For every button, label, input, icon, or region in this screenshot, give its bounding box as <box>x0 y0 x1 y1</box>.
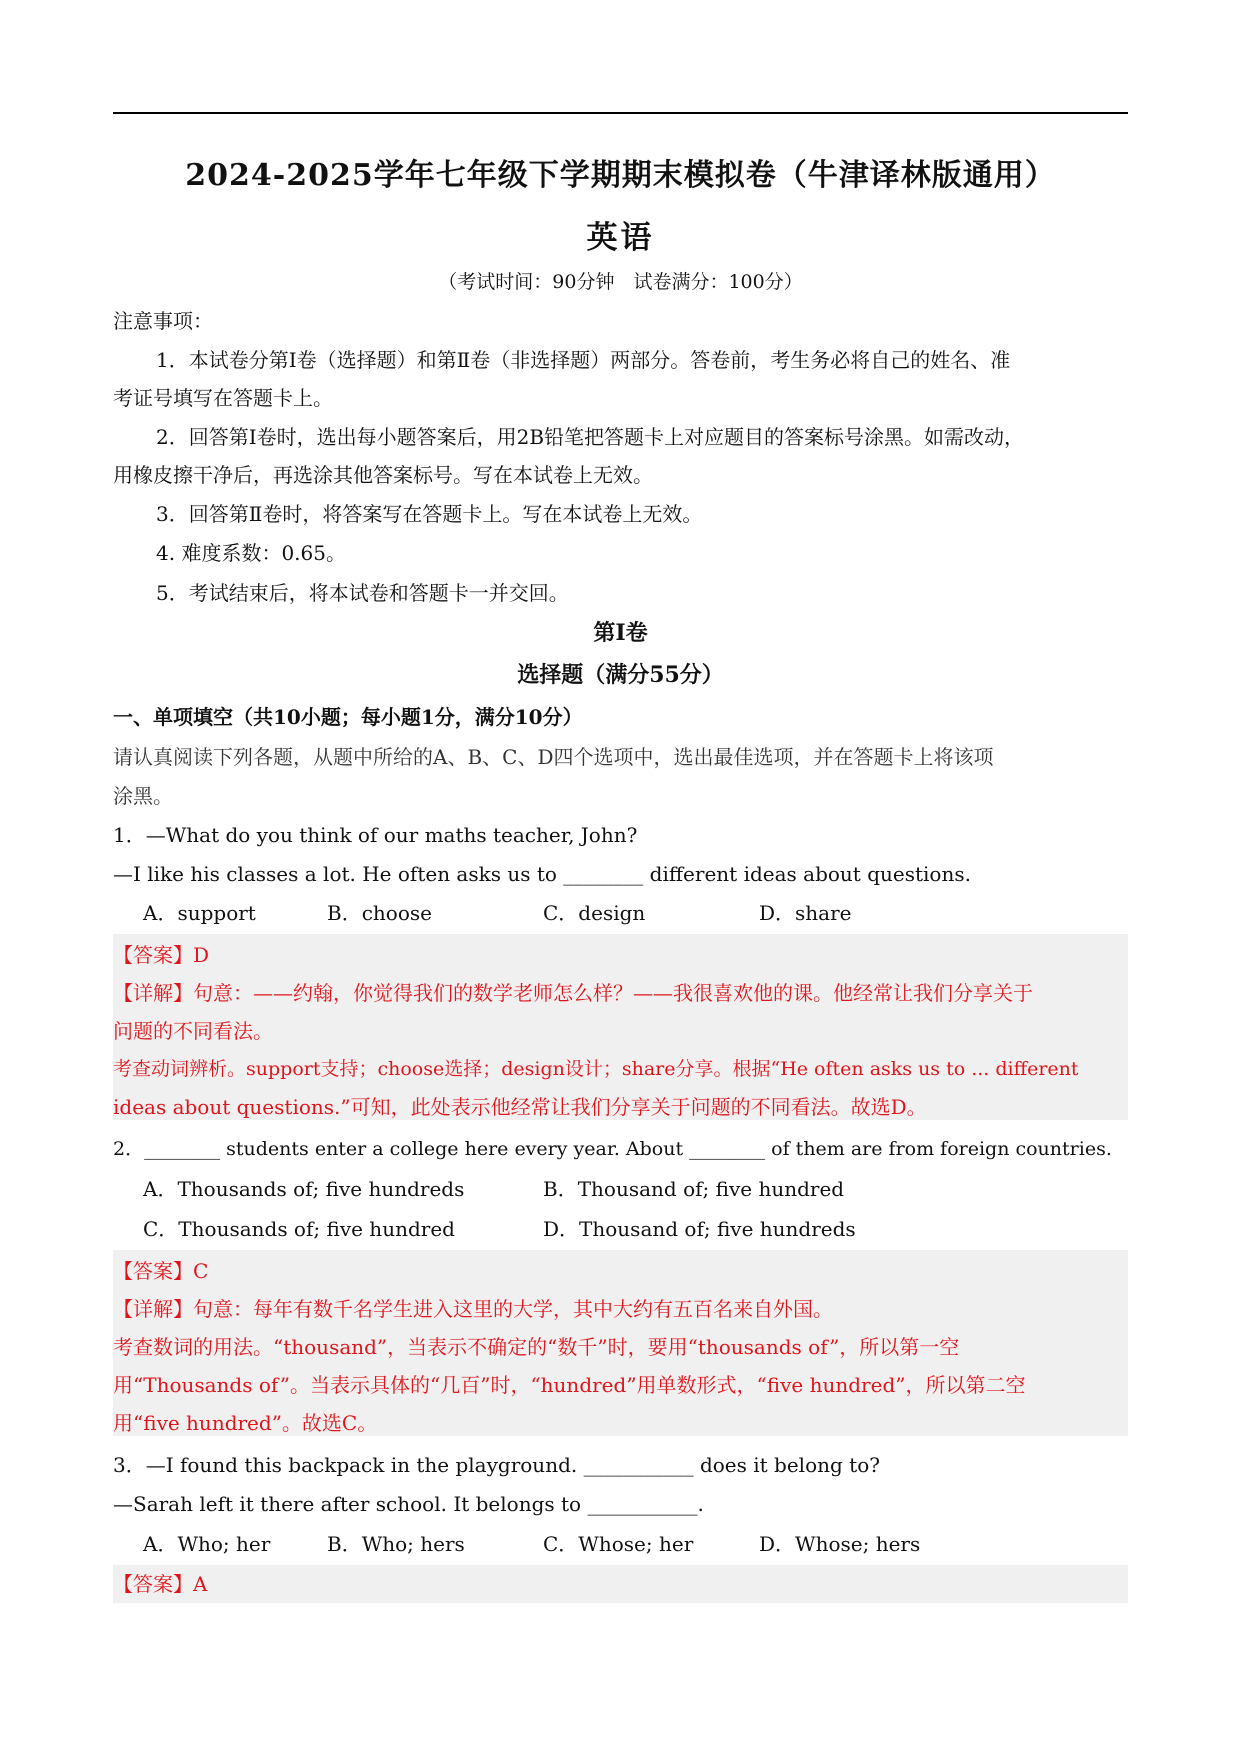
option-c: C．Thousands of; five hundred <box>143 1217 455 1241</box>
header-rule <box>113 112 1128 114</box>
option-d: D．Thousand of; five hundreds <box>543 1217 856 1241</box>
note-item: 3．回答第Ⅱ卷时，将答案写在答题卡上。写在本试卷上无效。 <box>156 502 703 526</box>
question-stem: 1．—What do you think of our maths teacher, John? <box>113 823 638 847</box>
option-a: A．Thousands of; five hundreds <box>143 1177 465 1201</box>
note-item: 5．考试结束后，将本试卷和答题卡一并交回。 <box>156 581 569 605</box>
answer-line <box>113 1252 1128 1290</box>
explain-text: 句意：——约翰，你觉得我们的数学老师怎么样？——我很喜欢他的课。他经常让我们分享关于 <box>193 981 1033 1005</box>
answer-label: 【答案】 <box>113 1572 193 1596</box>
option-a: A．support <box>143 901 256 925</box>
explain-label: 【详解】 <box>113 1297 193 1321</box>
note-item: 4. 难度系数：0.65。 <box>156 541 346 565</box>
option-b: B．Thousand of; five hundred <box>543 1177 845 1201</box>
note-item: 1．本试卷分第Ⅰ卷（选择题）和第Ⅱ卷（非选择题）两部分。答卷前，考生务必将自己的姓名、准 <box>156 348 1011 372</box>
answer-value: A <box>193 1572 208 1596</box>
note-item: 用橡皮擦干净后，再选涂其他答案标号。写在本试卷上无效。 <box>113 463 653 487</box>
question-stem: —I like his classes a lot. He often asks us to ________ different ideas about questions. <box>113 862 971 886</box>
part-label: 第Ⅰ卷 <box>593 620 648 646</box>
notes-heading: 注意事项： <box>113 309 213 333</box>
option-d: D．Whose; hers <box>759 1532 921 1556</box>
option-b: B．Who; hers <box>327 1532 465 1556</box>
question-stem: 2．________ students enter a college here every year. About ________ of them are from foreign countries. <box>113 1138 1112 1160</box>
part-title: 选择题（满分55分） <box>517 662 724 688</box>
option-c: C．Whose; her <box>543 1532 694 1556</box>
explain-line <box>113 974 1128 1012</box>
answer-label: 【答案】 <box>113 1259 193 1283</box>
explain-text: 用“Thousands of”。当表示具体的“几百”时，“hundred”用单数形式，“five hundred”，所以第二空 <box>113 1373 1026 1397</box>
explain-text: 问题的不同看法。 <box>113 1019 273 1043</box>
option-c: C．design <box>543 901 646 925</box>
explain-text: 考查数词的用法。“thousand”，当表示不确定的“数千”时，要用“thousands of”，所以第一空 <box>113 1335 960 1359</box>
option-a: A．Who; her <box>143 1532 271 1556</box>
explain-text: 句意：每年有数千名学生进入这里的大学，其中大约有五百名来自外国。 <box>193 1297 833 1321</box>
section-heading: 一、单项填空（共10小题；每小题1分，满分10分） <box>113 705 583 729</box>
answer-line <box>113 936 1128 974</box>
exam-title: 2024-2025学年七年级下学期期末模拟卷（牛津译林版通用） <box>185 158 1056 193</box>
question-stem: 3．—I found this backpack in the playground. ___________ does it belong to? <box>113 1453 880 1477</box>
section-instruction: 涂黑。 <box>113 784 173 808</box>
option-d: D．share <box>759 901 852 925</box>
exam-subject: 英语 <box>586 220 655 256</box>
note-item: 2．回答第Ⅰ卷时，选出每小题答案后，用2B铅笔把答题卡上对应题目的答案标号涂黑。如需改动， <box>156 425 1025 449</box>
section-instruction: 请认真阅读下列各题，从题中所给的A、B、C、D四个选项中，选出最佳选项，并在答题卡上将该项 <box>113 745 994 769</box>
option-b: B．choose <box>327 901 432 925</box>
exam-info: （考试时间：90分钟 试卷满分：100分） <box>438 271 803 293</box>
note-item: 考证号填写在答题卡上。 <box>113 386 333 410</box>
explain-label: 【详解】 <box>113 981 193 1005</box>
answer-label: 【答案】 <box>113 943 193 967</box>
explain-text: 考查动词辨析。support支持；choose选择；design设计；share分享。根据“He often asks us to ... different <box>113 1058 1079 1080</box>
explain-text: 用“five hundred”。故选C。 <box>113 1411 378 1435</box>
question-stem: —Sarah left it there after school. It belongs to ___________. <box>113 1492 704 1516</box>
explain-line <box>113 1290 1128 1328</box>
answer-line <box>113 1565 1128 1603</box>
answer-value: C <box>193 1259 209 1283</box>
explain-text: ideas about questions.”可知，此处表示他经常让我们分享关于问题的不同看法。故选D。 <box>113 1095 927 1119</box>
answer-value: D <box>193 943 210 967</box>
